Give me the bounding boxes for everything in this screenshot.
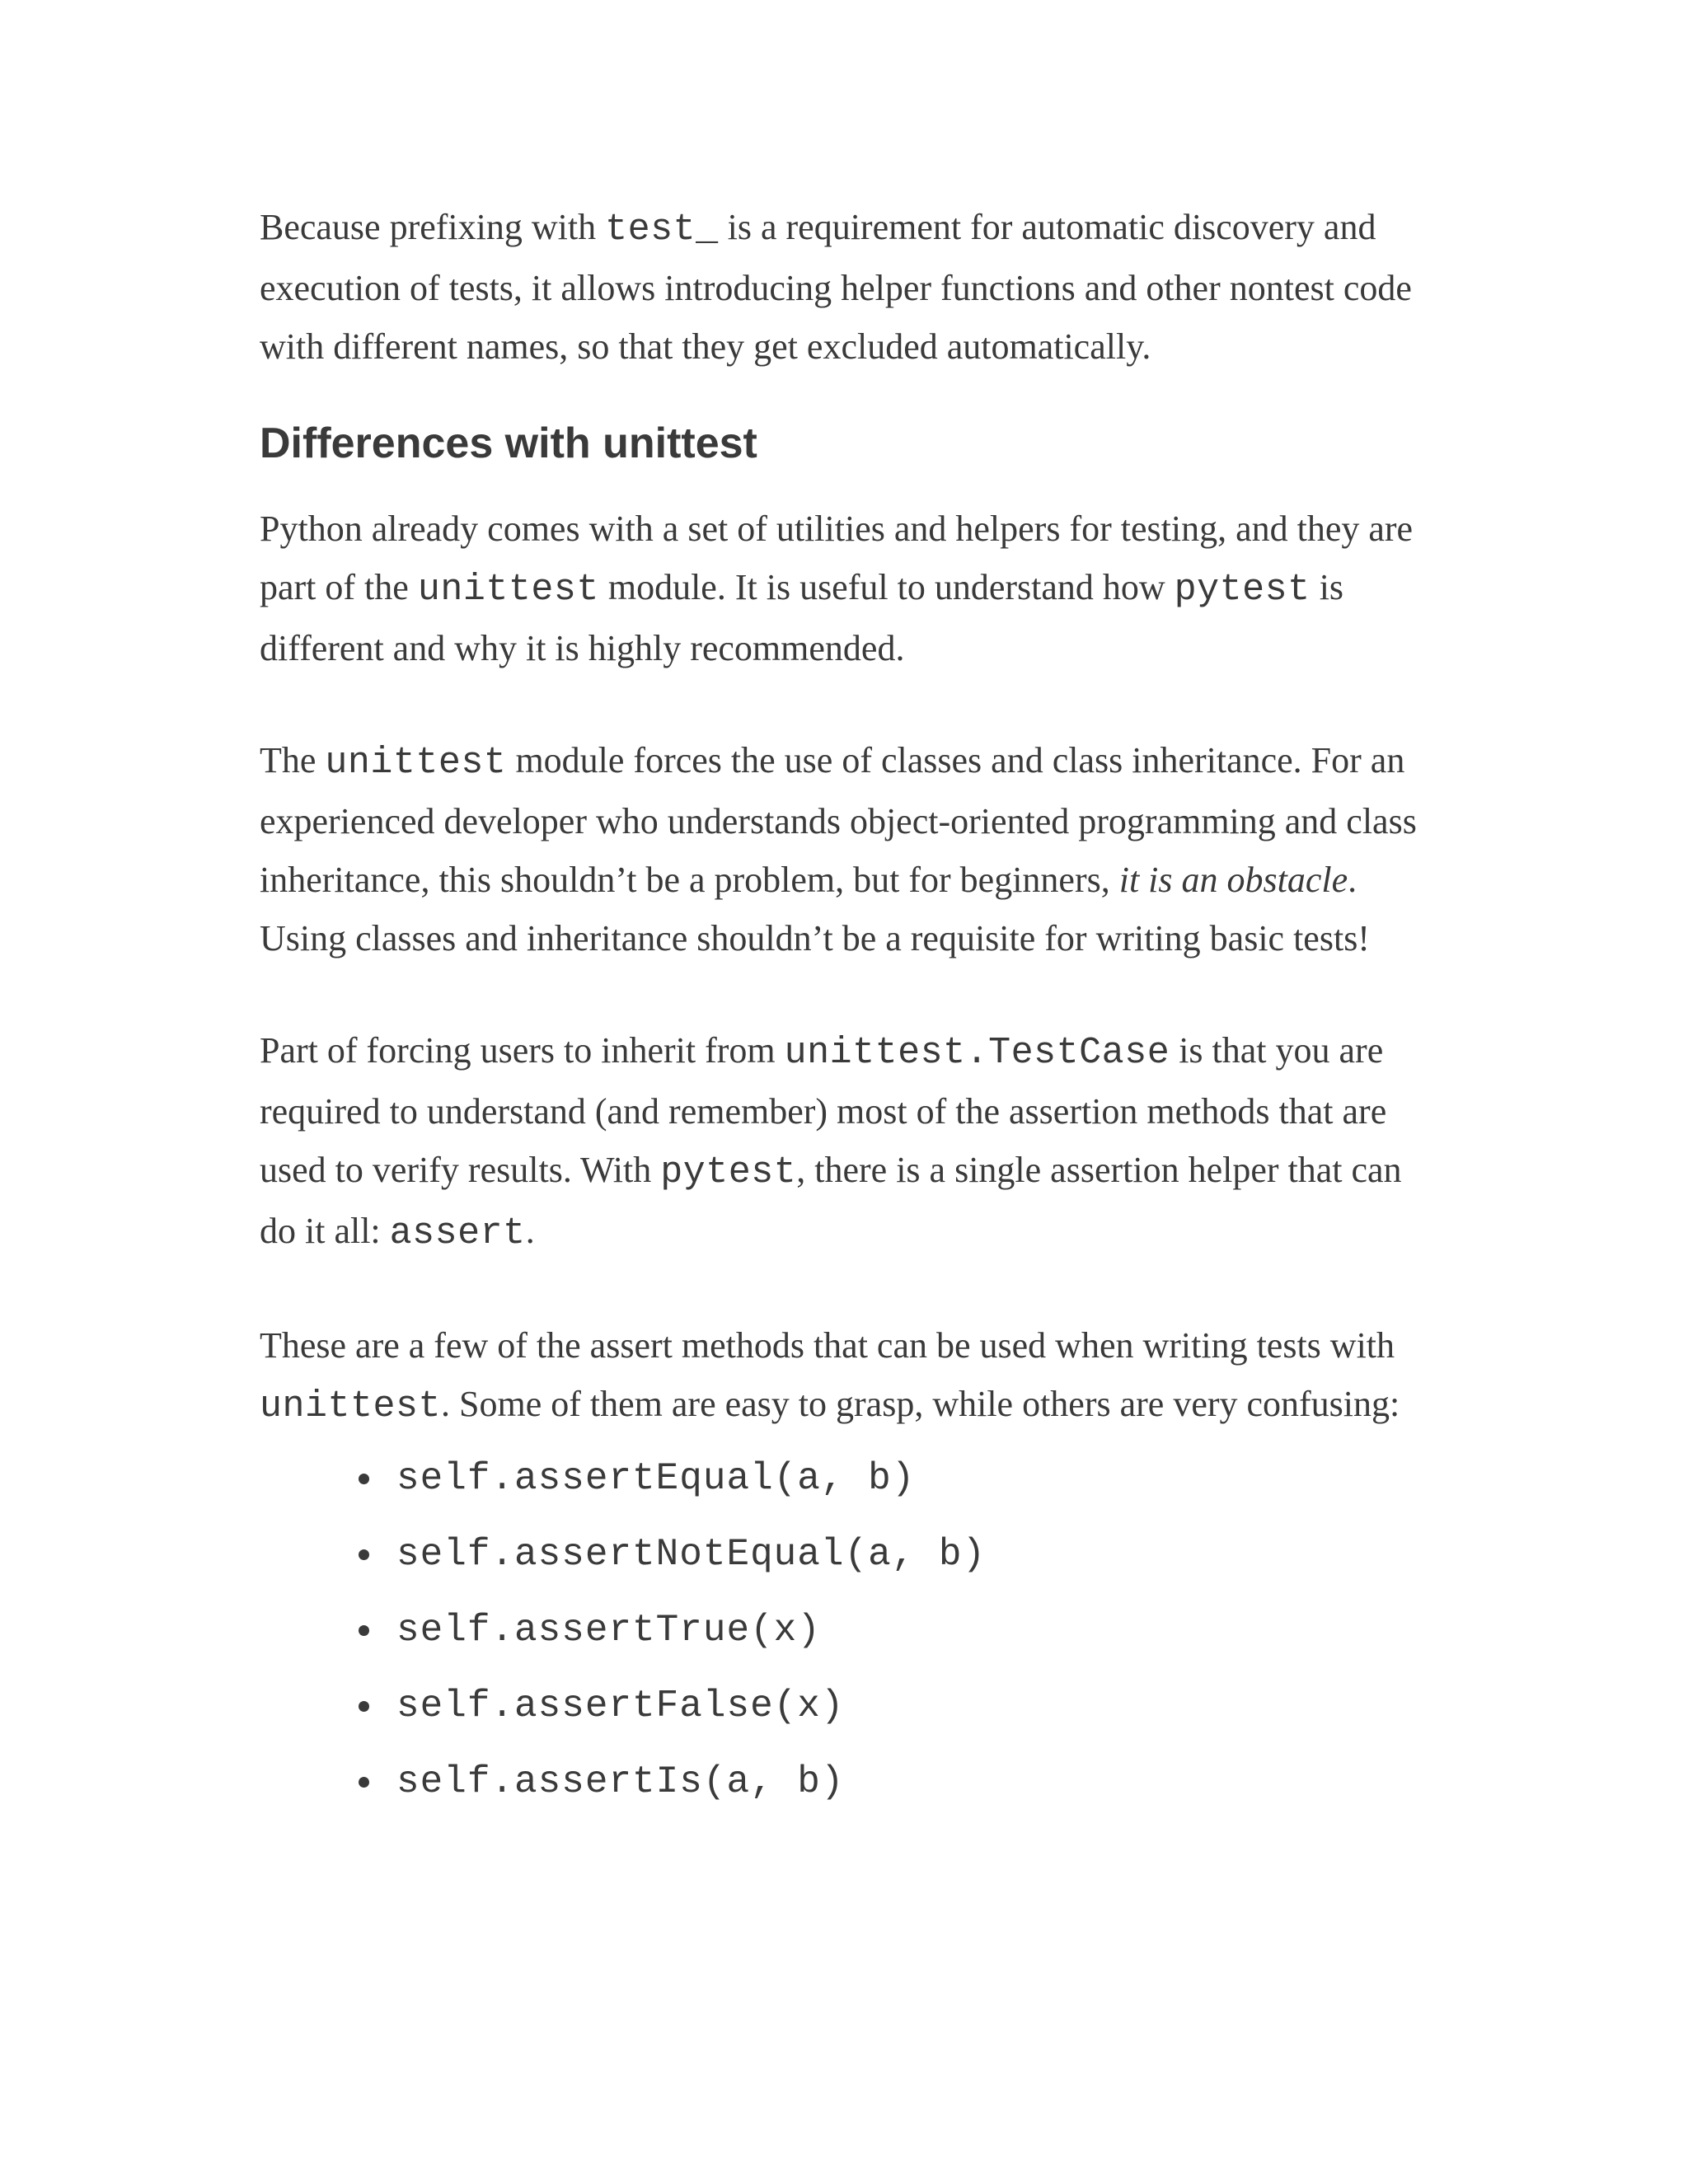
text-span: Because prefixing with [260,207,606,247]
bullet-icon [359,1777,369,1788]
method-name: self.assertIs(a, b) [396,1760,845,1803]
text-span: Part of forcing users to inherit from [260,1030,785,1071]
method-name: self.assertTrue(x) [396,1609,821,1652]
list-item [359,1516,1447,1592]
paragraph-classes-inheritance [260,731,1447,968]
text-span: . Using classes and inheritance shouldn’t be a requisite for writing basic tests! [260,860,1370,958]
section-heading: Differences with unittest [260,419,757,467]
inline-code: unittest [260,1385,442,1427]
inline-code: unittest [417,569,599,611]
paragraph-test-prefix [260,198,1447,376]
inline-code: test_ [605,209,719,251]
inline-code: pytest [1174,569,1311,611]
text-span: Python already comes with a set of utilities and helpers for testing, and they are part of the [260,509,1414,607]
bullet-icon [359,1625,369,1636]
method-name: self.assertFalse(x) [396,1685,845,1727]
inline-code: assert [389,1212,526,1254]
text-span: is that you are required to understand (and remember) most of the assertion methods that are used to verify results. With [260,1030,1387,1190]
paragraph-unittest-intro [260,499,1447,677]
list-item [359,1668,1447,1744]
text-span: module. It is useful to understand how [598,567,1175,607]
text-span: The [260,740,326,780]
method-name: self.assertNotEqual(a, b) [396,1533,987,1576]
paragraph-assert-list-intro [260,1316,1447,1436]
bullet-icon [359,1474,369,1484]
bullet-icon [359,1701,369,1712]
inline-code: unittest [325,742,507,784]
list-item [359,1441,1447,1516]
paragraph-assertion-methods [260,1021,1447,1263]
text-span: is different and why it is highly recommended. [260,567,1344,668]
text-span: . [525,1211,535,1251]
document-page [260,198,1447,1820]
list-item [359,1744,1447,1820]
method-name: self.assertEqual(a, b) [396,1457,916,1500]
text-span: These are a few of the assert methods that can be used when writing tests with [260,1325,1395,1366]
text-span: module forces the use of classes and class inheritance. For an experienced developer who understands object-oriented programming and class inheritance, this shouldn’t be a problem, but for beginners, [260,740,1417,900]
text-span: . Some of them are easy to grasp, while others are very confusing: [441,1384,1400,1424]
list-item [359,1592,1447,1668]
assert-methods-list [260,1441,1447,1820]
bullet-icon [359,1549,369,1560]
inline-code: unittest.TestCase [784,1032,1170,1074]
emphasis-text: it is an obstacle [1118,860,1348,900]
text-span: , there is a single assertion helper that can do it all: [260,1150,1402,1251]
inline-code: pytest [660,1151,797,1193]
text-span: is a requirement for automatic discovery and execution of tests, it allows introducing helper functions and other nontest code with different names, so that they get excluded automatically. [260,207,1412,367]
